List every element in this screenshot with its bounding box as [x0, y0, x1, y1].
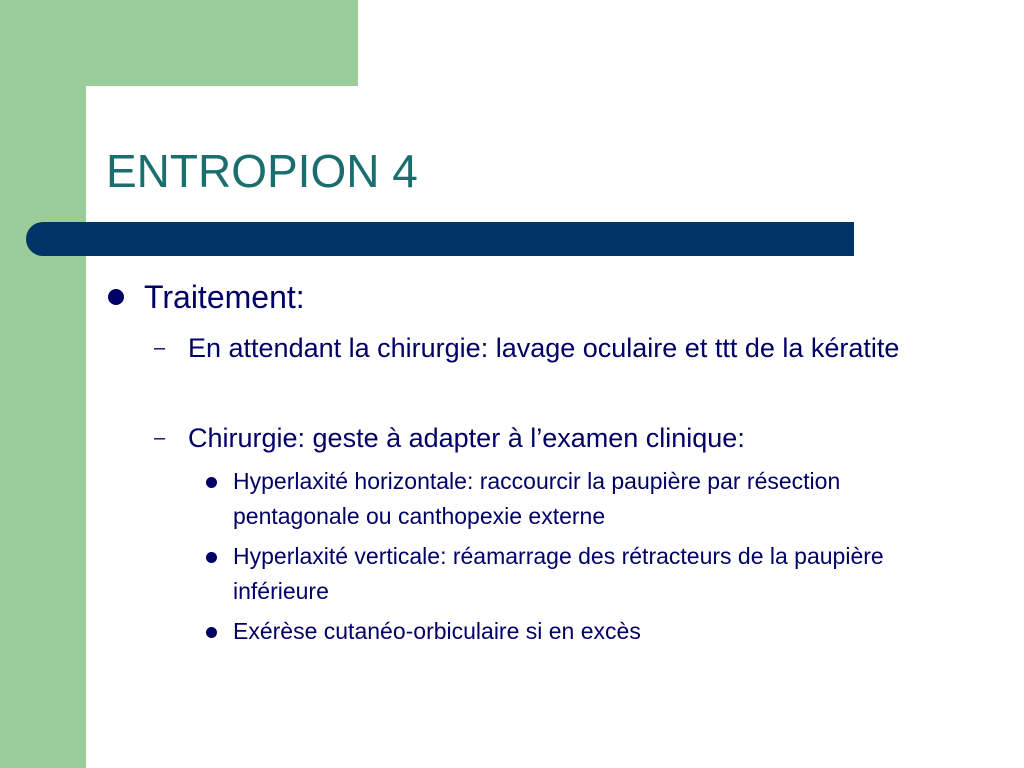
detail-text: Hyperlaxité verticale: réamarrage des rétracteurs de la paupière inférieure	[233, 543, 884, 604]
title-underline-bar	[26, 222, 854, 256]
bullet-icon	[206, 627, 217, 638]
green-background-left	[0, 0, 86, 768]
bullet-icon	[108, 289, 124, 305]
detail-text: Hyperlaxité horizontale: raccourcir la paupière par résection pentagonale ou canthopexie externe	[233, 468, 841, 529]
bullet-icon	[206, 552, 217, 563]
detail-hyperlaxite-horizontale	[206, 464, 926, 534]
bullet-icon	[206, 477, 217, 488]
detail-exerese	[206, 614, 926, 649]
slide-title: ENTROPION 4	[106, 145, 418, 197]
sub-bullet-text: Chirurgie: geste à adapter à l’examen clinique:	[188, 423, 745, 453]
green-background-top	[0, 0, 358, 86]
detail-text: Exérèse cutanéo-orbiculaire si en excès	[233, 618, 641, 644]
sub-bullet-attente-chirurgie	[154, 330, 944, 367]
sub-bullet-text: En attendant la chirurgie: lavage oculaire et ttt de la kératite	[188, 333, 900, 363]
bullet-text: Traitement:	[144, 279, 305, 315]
detail-hyperlaxite-verticale	[206, 539, 926, 609]
dash-marker: –	[154, 337, 166, 359]
sub-bullet-chirurgie	[154, 420, 944, 457]
dash-marker: –	[154, 427, 166, 449]
